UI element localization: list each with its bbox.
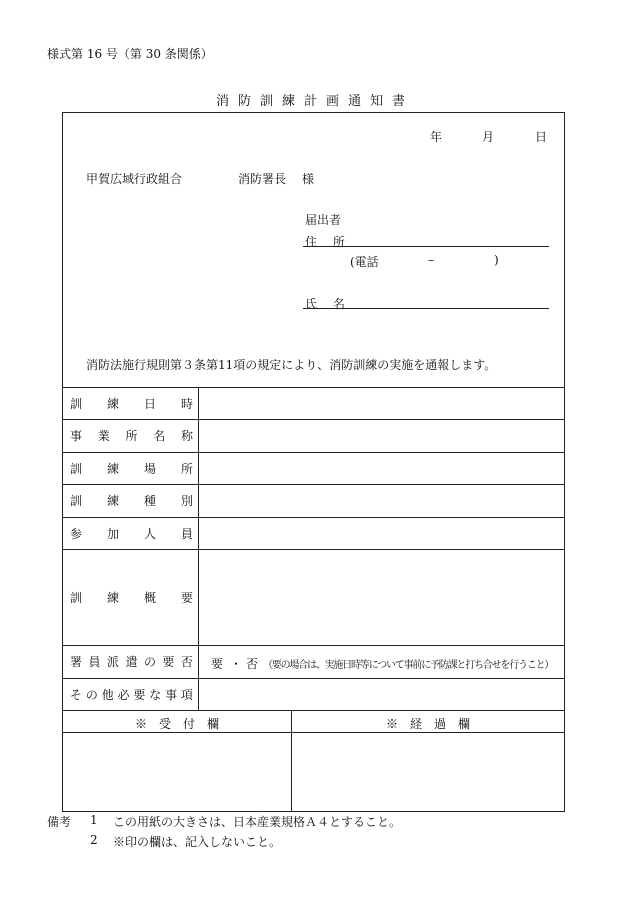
value-training-outline[interactable] <box>199 550 564 645</box>
label-training-datetime: 訓 練 日 時 <box>70 396 193 411</box>
label-training-outline: 訓 練 概 要 <box>70 590 193 605</box>
value-staff-dispatch[interactable] <box>199 646 564 678</box>
document-title: 消防訓練計画通知書 <box>215 94 414 109</box>
date-day: 日 <box>535 130 548 144</box>
label-other-matters: そ の 他 必 要 な 事 項 <box>70 687 193 702</box>
row-divider <box>63 710 564 711</box>
name-line[interactable] <box>303 308 549 309</box>
phone-dash: – <box>428 253 434 267</box>
phone-close: ) <box>494 253 499 267</box>
dispatch-note: （要の場合は、実施日時等について事前に予防課と打ち合せを行うこと） <box>263 660 554 671</box>
label-staff-dispatch: 署 員 派 遣 の 要 否 <box>70 655 193 669</box>
statement-text: 消防法施行規則第３条第11項の規定により、消防訓練の実施を通報します。 <box>86 358 497 372</box>
reception-area[interactable] <box>63 733 290 811</box>
dispatch-dot: ・ <box>230 657 243 671</box>
value-training-location[interactable] <box>199 453 564 484</box>
name-label: 氏 名 <box>305 297 351 311</box>
value-other-matters[interactable] <box>199 679 564 710</box>
label-training-location: 訓 練 場 所 <box>70 461 193 476</box>
address-label: 住 所 <box>305 235 351 249</box>
value-training-datetime[interactable] <box>199 388 564 419</box>
applicant-heading: 届出者 <box>305 213 342 227</box>
remarks-heading: 備考 <box>47 815 72 829</box>
phone-open: (電話 <box>350 255 379 269</box>
label-participants: 参 加 人 員 <box>70 526 193 541</box>
remark-number: 1 <box>90 813 98 827</box>
value-training-type[interactable] <box>199 485 564 517</box>
remark-text: この用紙の大きさは、日本産業規格Ａ４とすること。 <box>113 815 402 829</box>
reception-header: ※ 受 付 欄 <box>134 717 219 731</box>
form-reference: 様式第 16 号（第 30 条関係） <box>47 47 213 61</box>
remark-text: ※印の欄は、記入しないこと。 <box>113 835 282 849</box>
remark-number: 2 <box>90 833 98 847</box>
dispatch-yes[interactable]: 要 <box>211 657 224 671</box>
address-line[interactable] <box>303 246 549 247</box>
value-participants[interactable] <box>199 518 564 549</box>
label-business-name: 事 業 所 名 称 <box>70 429 193 443</box>
dispatch-no[interactable]: 否 <box>246 657 259 671</box>
date-month: 月 <box>482 130 495 144</box>
progress-header: ※ 経 過 欄 <box>385 717 470 731</box>
label-training-type: 訓 練 種 別 <box>70 494 193 508</box>
form-frame <box>62 112 565 812</box>
date-year: 年 <box>430 130 443 144</box>
value-business-name[interactable] <box>199 420 564 452</box>
addressee-chief: 消防署長 <box>238 172 287 186</box>
progress-area[interactable] <box>292 733 564 811</box>
addressee-honorific: 様 <box>302 172 315 186</box>
addressee-org: 甲賀広域行政組合 <box>86 172 183 186</box>
